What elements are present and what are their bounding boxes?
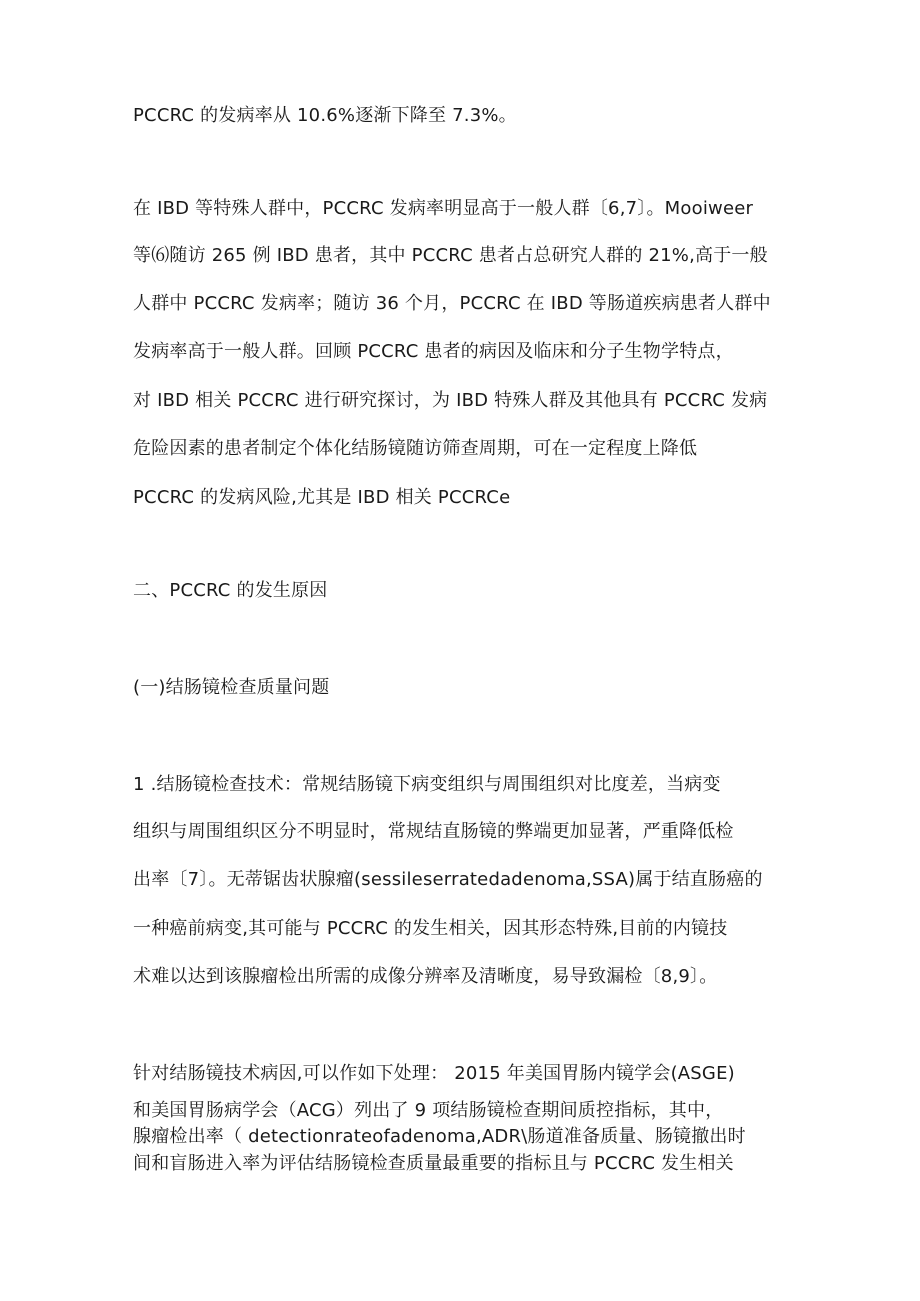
paragraph-3-line-5: 术难以达到该腺瘤检出所需的成像分辨率及清晰度，易导致漏检〔8,9〕。: [133, 966, 718, 987]
paragraph-3-line-2: 组织与周围组织区分不明显时，常规结直肠镜的弊端更加显著，严重降低检: [133, 821, 734, 842]
paragraph-4-line-3: 腺瘤检出率（ detectionrateofadenoma,ADR\肠道准备质量、肠镜撤出时: [133, 1126, 746, 1147]
paragraph-2-line-1: 在 IBD 等特殊人群中，PCCRC 发病率明显高于一般人群〔6,7〕。Mooiweer: [133, 198, 754, 219]
paragraph-3-line-1: 1 .结肠镜检查技术：常规结肠镜下病变组织与周围组织对比度差，当病变: [133, 774, 721, 795]
subsection-heading: (一)结肠镜检查质量问题: [133, 677, 330, 698]
paragraph-2-line-4: 发病率高于一般人群。回顾 PCCRC 患者的病因及临床和分子生物学特点，: [133, 341, 734, 362]
paragraph-1-line-1: PCCRC 的发病率从 10.6%逐渐下降至 7.3%。: [133, 105, 517, 126]
paragraph-2-line-7: PCCRC 的发病风险,尤其是 IBD 相关 PCCRCe: [133, 487, 511, 508]
paragraph-4-line-2: 和美国胃肠病学会（ACG）列出了 9 项结肠镜检查期间质控指标，其中，: [133, 1100, 724, 1121]
paragraph-4-line-1: 针对结肠镜技术病因,可以作如下处理： 2015 年美国胃肠内镜学会(ASGE): [133, 1063, 735, 1084]
paragraph-3-line-3: 出率〔7〕。无蒂锯齿状腺瘤(sessileserratedadenoma,SSA)属于结直肠癌的: [133, 869, 763, 890]
paragraph-2-line-3: 人群中 PCCRC 发病率；随访 36 个月，PCCRC 在 IBD 等肠道疾病患者人群中: [133, 293, 771, 314]
paragraph-4-line-4: 间和盲肠进入率为评估结肠镜检查质量最重要的指标且与 PCCRC 发生相关: [133, 1153, 734, 1174]
paragraph-2-line-6: 危险因素的患者制定个体化结肠镜随访筛查周期，可在一定程度上降低: [133, 438, 698, 459]
paragraph-3-line-4: 一种癌前病变,其可能与 PCCRC 的发生相关，因其形态特殊,目前的内镜技: [133, 918, 728, 939]
paragraph-2-line-2: 等⑹随访 265 例 IBD 患者，其中 PCCRC 患者占总研究人群的 21%,高于一般: [133, 245, 768, 266]
paragraph-2-line-5: 对 IBD 相关 PCCRC 进行研究探讨，为 IBD 特殊人群及其他具有 PCCRC 发病: [133, 390, 768, 411]
section-heading: 二、PCCRC 的发生原因: [133, 580, 328, 601]
